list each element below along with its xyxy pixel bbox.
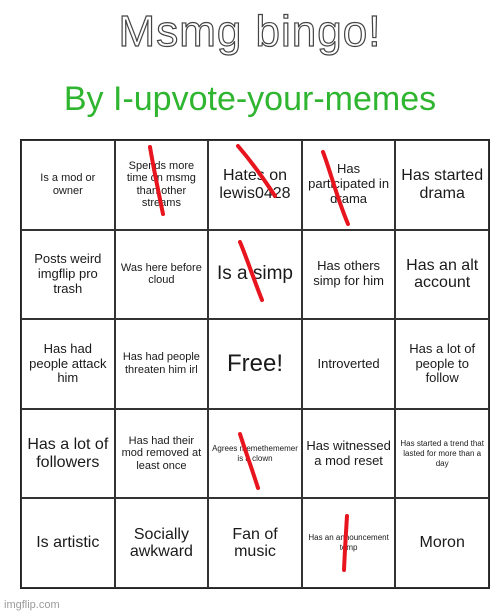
bingo-cell-r4c4[interactable]: Has witnessed a mod reset <box>302 409 396 499</box>
bingo-cell-r3c2[interactable]: Has had people threaten him irl <box>115 319 209 409</box>
imgflip-watermark: imgflip.com <box>4 599 60 611</box>
bingo-cell-r2c2[interactable]: Was here before cloud <box>115 230 209 320</box>
page-subtitle: By I-upvote-your-memes <box>63 80 437 118</box>
bingo-cell-r5c2[interactable]: Socially awkward <box>115 498 209 588</box>
bingo-cell-r5c1[interactable]: Is artistic <box>21 498 115 588</box>
bingo-cell-r4c2[interactable]: Has had their mod removed at least once <box>115 409 209 499</box>
page-title: Msmg bingo! <box>118 7 382 56</box>
bingo-cell-r1c1[interactable]: Is a mod or owner <box>21 140 115 230</box>
bingo-cell-r2c1[interactable]: Posts weird imgflip pro trash <box>21 230 115 320</box>
bingo-cell-r1c2[interactable]: Spends more time on msmg than other streams <box>115 140 209 230</box>
bingo-cell-free[interactable]: Free! <box>208 319 302 409</box>
bingo-cell-r5c3[interactable]: Fan of music <box>208 498 302 588</box>
bingo-cell-r2c5[interactable]: Has an alt account <box>395 230 489 320</box>
bingo-cell-r5c5[interactable]: Moron <box>395 498 489 588</box>
bingo-board <box>20 139 490 589</box>
bingo-cell-r3c5[interactable]: Has a lot of people to follow <box>395 319 489 409</box>
bingo-cell-r3c1[interactable]: Has had people attack him <box>21 319 115 409</box>
bingo-cell-r1c4[interactable]: Has participated in drama <box>302 140 396 230</box>
bingo-cell-r2c3[interactable]: Is a simp <box>208 230 302 320</box>
bingo-cell-r4c3[interactable]: Agrees memethememer is a clown <box>208 409 302 499</box>
bingo-cell-r1c5[interactable]: Has started drama <box>395 140 489 230</box>
bingo-cell-r3c4[interactable]: Introverted <box>302 319 396 409</box>
bingo-cell-r4c1[interactable]: Has a lot of followers <box>21 409 115 499</box>
bingo-cell-r2c4[interactable]: Has others simp for him <box>302 230 396 320</box>
bingo-cell-r4c5[interactable]: Has started a trend that lasted for more than a day <box>395 409 489 499</box>
bingo-cell-r5c4[interactable]: Has an announcement temp <box>302 498 396 588</box>
bingo-cell-r1c3[interactable]: Hates on lewis0428 <box>208 140 302 230</box>
